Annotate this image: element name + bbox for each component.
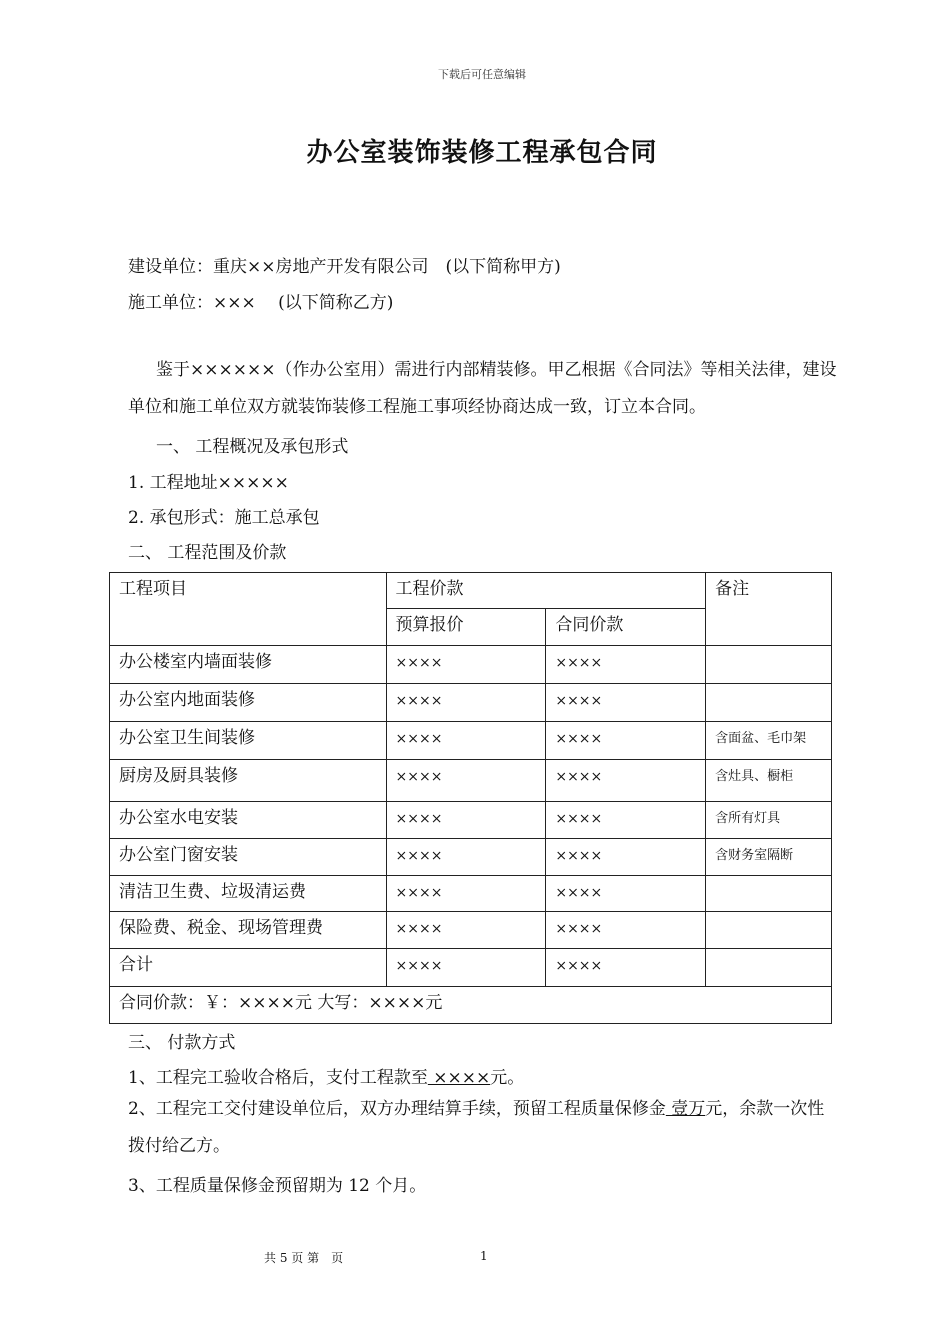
section1-heading: 一、 工程概况及承包形式 (156, 437, 349, 457)
row-note (706, 684, 832, 722)
row-item: 办公室内地面装修 (110, 684, 387, 722)
row-budget: ×××× (386, 684, 546, 722)
row-budget: ×××× (386, 760, 546, 802)
row-item: 办公室门窗安装 (110, 839, 387, 876)
header-note: 备注 (706, 573, 832, 646)
header-contract: 合同价款 (546, 609, 706, 646)
row-contract: ×××× (546, 684, 706, 722)
row-budget: ×××× (386, 949, 546, 987)
row-item: 办公室水电安装 (110, 802, 387, 839)
row-item: 清洁卫生费、垃圾清运费 (110, 876, 387, 912)
row-item: 办公室卫生间装修 (110, 722, 387, 760)
payment1-unit: 元。 (490, 1068, 525, 1088)
contractor-party: 施工单位：××× (以下简称乙方) (128, 293, 394, 313)
row-note (706, 646, 832, 684)
row-item: 厨房及厨具装修 (110, 760, 387, 802)
payment2-amount: 壹万 (665, 1099, 706, 1119)
row-contract: ×××× (546, 646, 706, 684)
header-price: 工程价款 (386, 573, 706, 609)
row-contract: ×××× (546, 802, 706, 839)
table-row (110, 802, 832, 839)
table-row (110, 684, 832, 722)
row-contract: ×××× (546, 949, 706, 987)
cost-table (109, 572, 832, 1024)
row-item: 办公楼室内墙面装修 (110, 646, 387, 684)
row-contract: ×××× (546, 839, 706, 876)
row-note: 含灶具、橱柜 (706, 760, 832, 802)
header-note: 下载后可任意编辑 (438, 68, 526, 81)
row-budget: ×××× (386, 876, 546, 912)
row-note: 含所有灯具 (706, 802, 832, 839)
intro-paragraph: 鉴于××××××（作办公室用）需进行内部精装修。甲乙根据《合同法》等相关法律，建设单位和施工单位双方就装饰装修工程施工事项经协商达成一致，订立本合同。 (128, 360, 837, 417)
row-budget: ×××× (386, 646, 546, 684)
section3-heading: 三、 付款方式 (128, 1033, 236, 1053)
row-contract: ×××× (546, 722, 706, 760)
table-row-total (110, 949, 832, 987)
section1-item2: 2. 承包形式：施工总承包 (128, 508, 320, 528)
table-row (110, 912, 832, 949)
payment-item1 (128, 1063, 524, 1088)
row-note (706, 949, 832, 987)
row-item: 合计 (110, 949, 387, 987)
row-note: 含财务室隔断 (706, 839, 832, 876)
payment1-amount: ×××× (427, 1068, 491, 1088)
section2-heading: 二、 工程范围及价款 (128, 543, 287, 563)
table-row (110, 760, 832, 802)
row-budget: ×××× (386, 722, 546, 760)
table-row (110, 876, 832, 912)
contract-total: 合同价款：￥：××××元 大写：××××元 (110, 987, 832, 1024)
payment-item3: 3、工程质量保修金预留期为 12 个月。 (128, 1176, 427, 1196)
payment2-rest: 元，余款一次性拨付给乙方。 (128, 1099, 825, 1156)
row-note: 含面盆、毛巾架 (706, 722, 832, 760)
page-number: 1 (480, 1249, 488, 1263)
section1-item1: 1. 工程地址××××× (128, 473, 289, 493)
table-row (110, 646, 832, 684)
row-budget: ×××× (386, 912, 546, 949)
row-contract: ×××× (546, 876, 706, 912)
payment1-text: 1、工程完工验收合格后，支付工程款至 (128, 1068, 428, 1088)
row-contract: ×××× (546, 760, 706, 802)
row-note (706, 912, 832, 949)
document-title: 办公室装饰装修工程承包合同 (306, 138, 658, 168)
page-count: 共 5 页 第 页 (264, 1251, 344, 1265)
owner-party: 建设单位：重庆××房地产开发有限公司 (以下简称甲方) (128, 257, 561, 277)
header-budget: 预算报价 (386, 609, 546, 646)
header-project: 工程项目 (110, 573, 387, 646)
row-budget: ×××× (386, 839, 546, 876)
row-note (706, 876, 832, 912)
payment2-text: 2、工程完工交付建设单位后，双方办理结算手续，预留工程质量保修金 (128, 1099, 666, 1119)
payment-item2 (128, 1091, 838, 1165)
row-item: 保险费、税金、现场管理费 (110, 912, 387, 949)
row-contract: ×××× (546, 912, 706, 949)
table-row (110, 839, 832, 876)
row-budget: ×××× (386, 802, 546, 839)
table-row (110, 722, 832, 760)
